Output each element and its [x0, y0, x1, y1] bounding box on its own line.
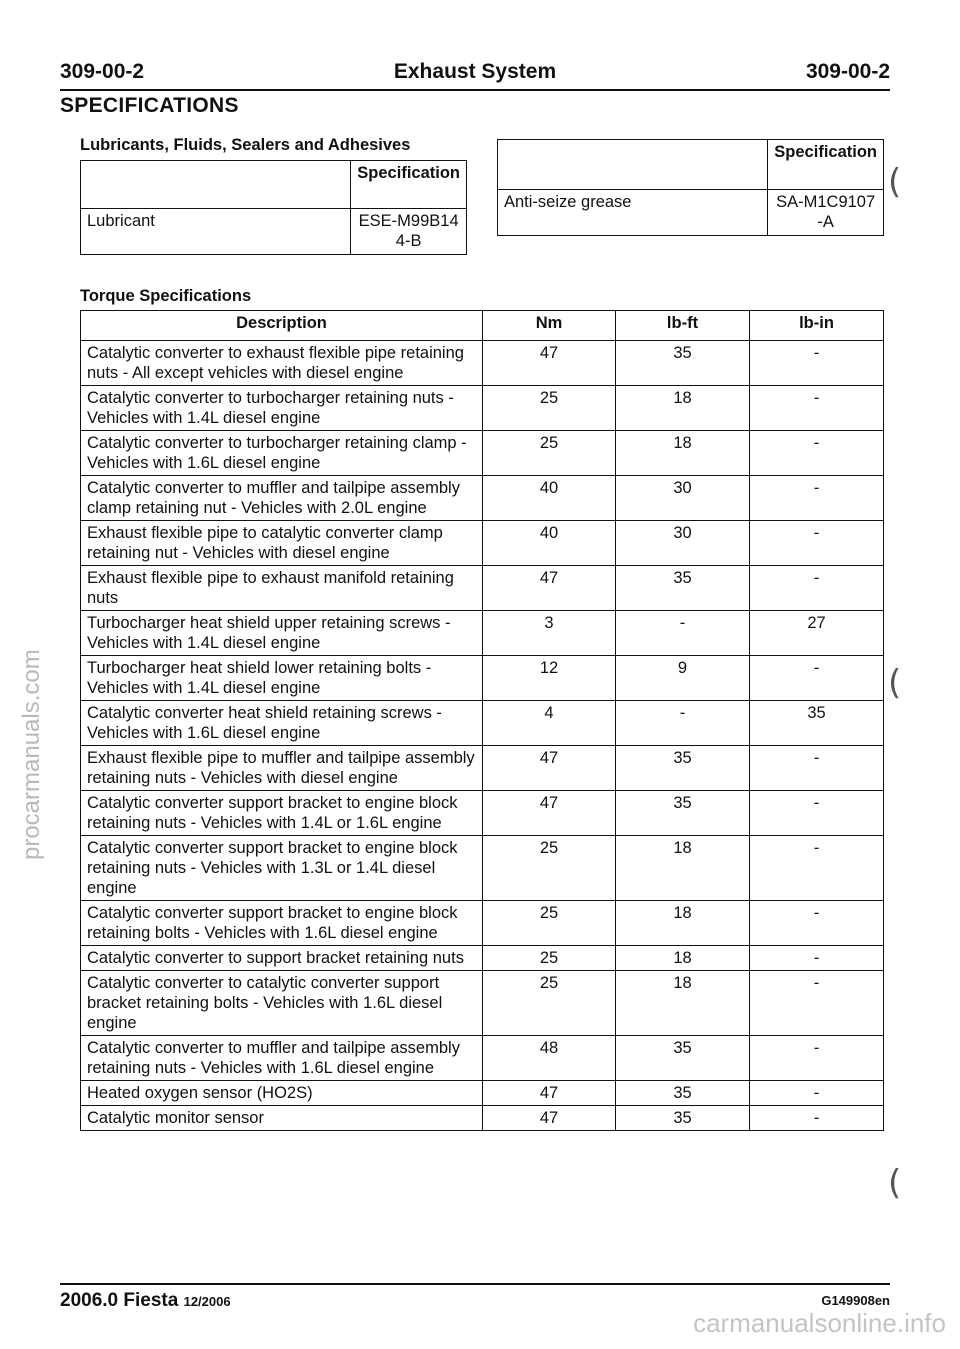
- row-nm: 25: [483, 946, 616, 971]
- row-lbft: 18: [616, 386, 750, 431]
- row-description: Exhaust flexible pipe to catalytic converter clamp retaining nut - Vehicles with diesel engine: [81, 521, 483, 566]
- row-description: Catalytic converter to exhaust flexible pipe retaining nuts - All except vehicles with diesel engine: [81, 341, 483, 386]
- row-description: Turbocharger heat shield lower retaining bolts - Vehicles with 1.4L diesel engine: [81, 656, 483, 701]
- row-nm: 47: [483, 1106, 616, 1131]
- section-title: SPECIFICATIONS: [60, 94, 239, 117]
- torque-table: [80, 310, 884, 1131]
- row-lbin: -: [750, 476, 884, 521]
- header-section-number-left: 309-00-2: [60, 60, 145, 83]
- row-nm: 47: [483, 791, 616, 836]
- row-lbft: 30: [616, 476, 750, 521]
- row-lbin: -: [750, 1036, 884, 1081]
- lubricants-blank-header: [81, 161, 351, 209]
- grease-specification: SA-M1C9107-A: [768, 190, 884, 236]
- row-description: Catalytic converter to turbocharger retaining nuts - Vehicles with 1.4L diesel engine: [81, 386, 483, 431]
- lubricants-blank-header-right: [498, 140, 768, 190]
- row-lbin: -: [750, 521, 884, 566]
- row-lbin: -: [750, 946, 884, 971]
- row-nm: 40: [483, 476, 616, 521]
- row-lbft: 18: [616, 431, 750, 476]
- row-nm: 48: [483, 1036, 616, 1081]
- page-header: [60, 60, 890, 90]
- row-description: Catalytic converter support bracket to engine block retaining bolts - Vehicles with 1.6L diesel engine: [81, 901, 483, 946]
- watermark-bottom: carmanualsonline.info: [693, 1308, 946, 1338]
- row-description: Turbocharger heat shield upper retaining screws - Vehicles with 1.4L diesel engine: [81, 611, 483, 656]
- hole-punch-mark: (: [888, 162, 902, 202]
- hole-punch-mark: (: [888, 1163, 902, 1203]
- row-lbft: 35: [616, 791, 750, 836]
- row-lbin: -: [750, 566, 884, 611]
- row-nm: 25: [483, 431, 616, 476]
- row-lbft: 35: [616, 1036, 750, 1081]
- row-lbft: 35: [616, 566, 750, 611]
- row-lbin: -: [750, 341, 884, 386]
- table-row: [81, 1081, 884, 1106]
- row-nm: 47: [483, 1081, 616, 1106]
- table-row: [81, 946, 884, 971]
- row-description: Catalytic converter support bracket to engine block retaining nuts - Vehicles with 1.3L or 1.4L diesel engine: [81, 836, 483, 901]
- row-description: Catalytic converter to catalytic converter support bracket retaining bolts - Vehicles with 1.6L diesel engine: [81, 971, 483, 1036]
- lubricants-table-left: [80, 160, 467, 255]
- table-row: [81, 836, 884, 901]
- hole-punch-mark: (: [888, 663, 902, 703]
- lubricant-specification: ESE-M99B144-B: [351, 209, 467, 255]
- row-description: Catalytic converter support bracket to engine block retaining nuts - Vehicles with 1.4L or 1.6L engine: [81, 791, 483, 836]
- lubricants-heading: Lubricants, Fluids, Sealers and Adhesives: [80, 136, 411, 154]
- row-lbft: 35: [616, 341, 750, 386]
- row-nm: 3: [483, 611, 616, 656]
- row-nm: 4: [483, 701, 616, 746]
- row-lbft: 18: [616, 946, 750, 971]
- table-row: [81, 746, 884, 791]
- row-lbin: -: [750, 791, 884, 836]
- footer-rule: [60, 1283, 890, 1285]
- row-description: Catalytic converter to muffler and tailpipe assembly retaining nuts - Vehicles with 1.6L diesel engine: [81, 1036, 483, 1081]
- row-lbft: 18: [616, 901, 750, 946]
- row-nm: 25: [483, 386, 616, 431]
- table-row: [81, 611, 884, 656]
- table-row: [81, 701, 884, 746]
- footer-model-name: 2006.0 Fiesta: [60, 1290, 179, 1311]
- row-nm: 47: [483, 341, 616, 386]
- row-lbin: 35: [750, 701, 884, 746]
- grease-description: Anti-seize grease: [498, 190, 768, 236]
- footer-date: 12/2006: [183, 1294, 231, 1309]
- row-nm: 12: [483, 656, 616, 701]
- col-header-nm: Nm: [483, 311, 616, 341]
- table-row: [81, 656, 884, 701]
- table-row: [81, 1036, 884, 1081]
- footer-code: G149908en: [821, 1293, 890, 1308]
- header-section-number-right: 309-00-2: [805, 60, 890, 83]
- lubricants-table-right: [497, 139, 884, 236]
- row-lbin: -: [750, 386, 884, 431]
- row-lbft: -: [616, 701, 750, 746]
- header-rule: [60, 89, 890, 91]
- row-lbin: -: [750, 656, 884, 701]
- row-description: Catalytic converter heat shield retaining screws - Vehicles with 1.6L diesel engine: [81, 701, 483, 746]
- footer-model: [60, 1290, 231, 1312]
- table-row: [81, 566, 884, 611]
- row-lbin: -: [750, 901, 884, 946]
- row-lbft: -: [616, 611, 750, 656]
- table-row: [81, 476, 884, 521]
- table-row: [81, 1106, 884, 1131]
- table-row: [81, 901, 884, 946]
- lubricant-description: Lubricant: [81, 209, 351, 255]
- col-header-description: Description: [81, 311, 483, 341]
- col-header-lbft: lb-ft: [616, 311, 750, 341]
- row-lbin: -: [750, 746, 884, 791]
- row-lbin: 27: [750, 611, 884, 656]
- row-lbin: -: [750, 1106, 884, 1131]
- table-row: [81, 791, 884, 836]
- row-lbin: -: [750, 971, 884, 1036]
- torque-heading: Torque Specifications: [80, 287, 252, 305]
- lubricants-spec-header-right: Specification: [768, 140, 884, 190]
- row-description: Catalytic converter to turbocharger retaining clamp - Vehicles with 1.6L diesel engine: [81, 431, 483, 476]
- header-title: Exhaust System: [393, 60, 557, 83]
- lubricants-spec-header: Specification: [351, 161, 467, 209]
- row-description: Catalytic monitor sensor: [81, 1106, 483, 1131]
- row-lbft: 35: [616, 1106, 750, 1131]
- row-lbft: 35: [616, 1081, 750, 1106]
- row-nm: 47: [483, 746, 616, 791]
- row-nm: 47: [483, 566, 616, 611]
- row-description: Heated oxygen sensor (HO2S): [81, 1081, 483, 1106]
- row-lbin: -: [750, 431, 884, 476]
- row-lbft: 35: [616, 746, 750, 791]
- table-row: [81, 971, 884, 1036]
- row-nm: 25: [483, 971, 616, 1036]
- row-lbin: -: [750, 836, 884, 901]
- table-row: [81, 386, 884, 431]
- row-description: Exhaust flexible pipe to exhaust manifold retaining nuts: [81, 566, 483, 611]
- row-description: Exhaust flexible pipe to muffler and tailpipe assembly retaining nuts - Vehicles with diesel engine: [81, 746, 483, 791]
- table-row: [81, 431, 884, 476]
- row-lbft: 18: [616, 971, 750, 1036]
- row-nm: 25: [483, 836, 616, 901]
- row-lbft: 9: [616, 656, 750, 701]
- row-nm: 40: [483, 521, 616, 566]
- row-description: Catalytic converter to muffler and tailpipe assembly clamp retaining nut - Vehicles with 2.0L engine: [81, 476, 483, 521]
- watermark-left: procarmanuals.com: [18, 649, 45, 860]
- table-row: [81, 341, 884, 386]
- row-description: Catalytic converter to support bracket retaining nuts: [81, 946, 483, 971]
- row-lbft: 18: [616, 836, 750, 901]
- table-row: [81, 521, 884, 566]
- row-lbft: 30: [616, 521, 750, 566]
- row-nm: 25: [483, 901, 616, 946]
- col-header-lbin: lb-in: [750, 311, 884, 341]
- row-lbin: -: [750, 1081, 884, 1106]
